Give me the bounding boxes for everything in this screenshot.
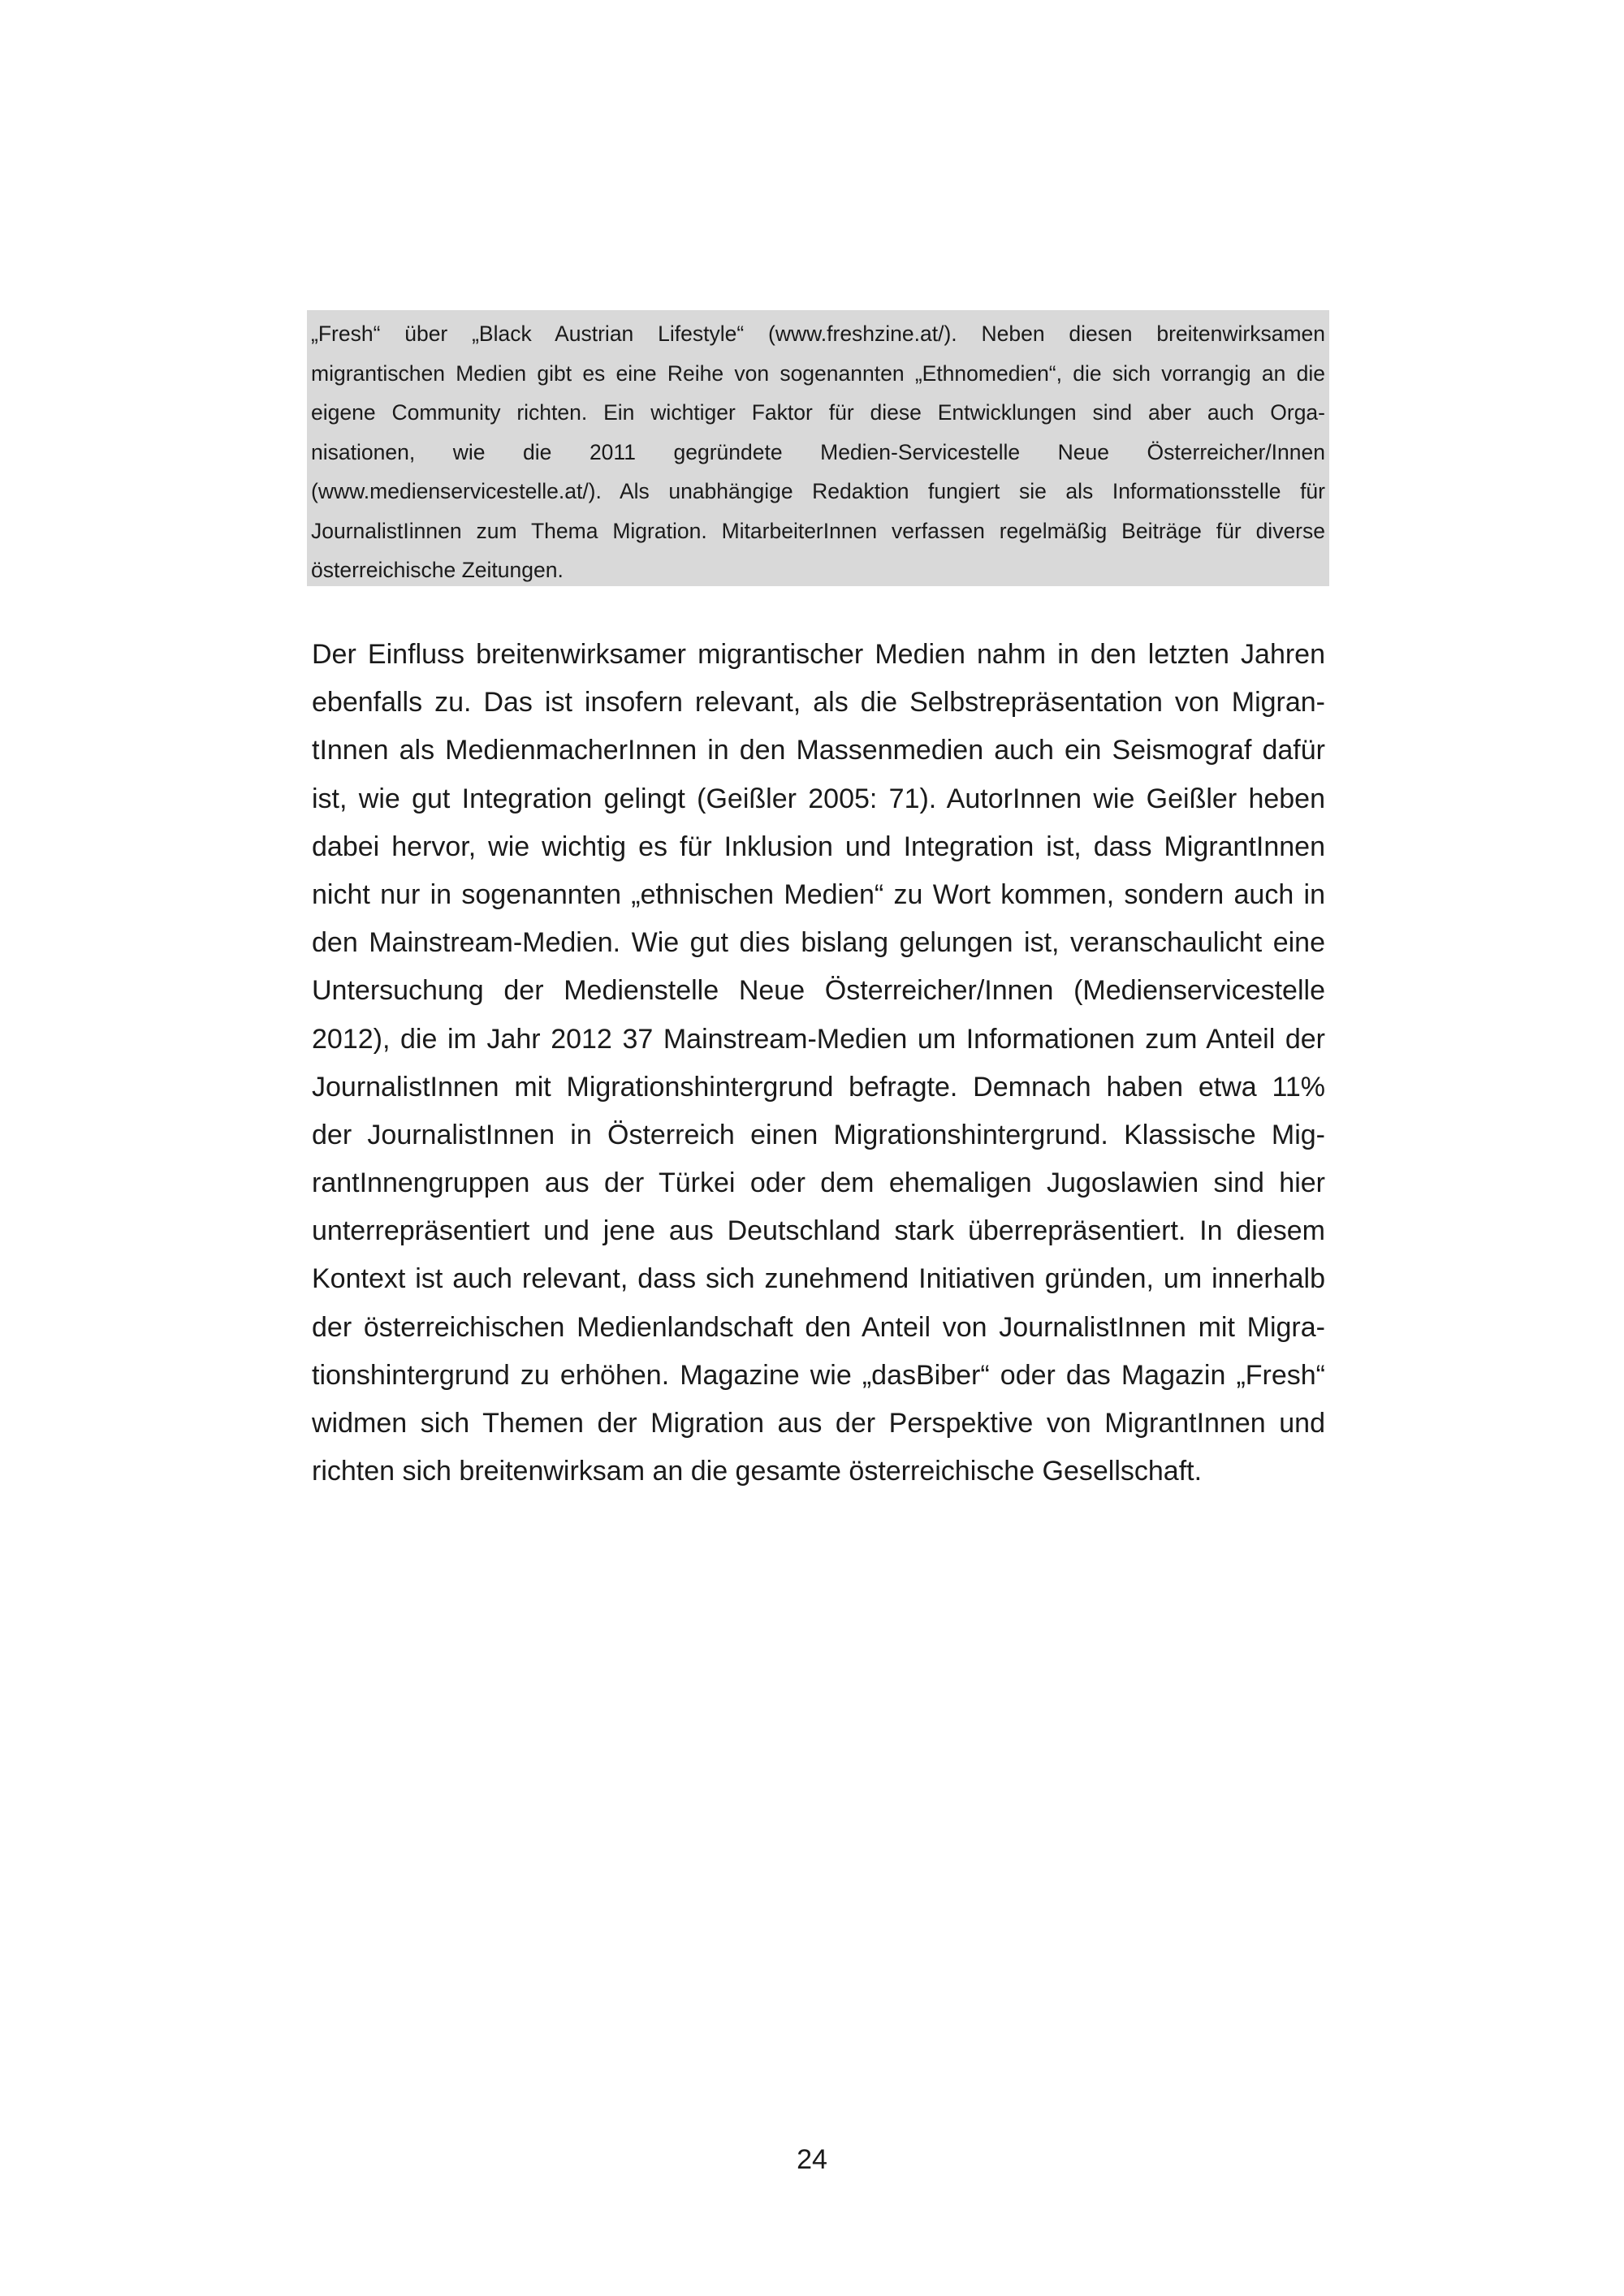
body-paragraph: [312, 631, 1325, 1495]
paragraph-line: dabei hervor, wie wichtig es für Inklusion und Integration ist, dass MigrantInnen: [312, 831, 1325, 862]
box-line: „Fresh“ über „Black Austrian Lifestyle“ (www.freshzine.at/). Neben diesen breitenwirksamen: [311, 322, 1325, 346]
paragraph-line: tInnen als MedienmacherInnen in den Massenmedien auch ein Seismograf dafür: [312, 735, 1325, 766]
page-number: 24: [797, 2144, 827, 2175]
paragraph-line: rantInnengruppen aus der Türkei oder dem ehemaligen Jugoslawien sind hier: [312, 1167, 1325, 1199]
paragraph-line: ebenfalls zu. Das ist insofern relevant, als die Selbstrepräsentation von Migran-: [312, 687, 1325, 719]
paragraph-line: tionshintergrund zu erhöhen. Magazine wie „dasBiber“ oder das Magazin „Fresh“: [312, 1359, 1325, 1391]
paragraph-line: der österreichischen Medienlandschaft den Anteil von JournalistInnen mit Migra-: [312, 1311, 1325, 1343]
box-line: österreichische Zeitungen.: [311, 558, 564, 582]
paragraph-line: Der Einfluss breitenwirksamer migrantischer Medien nahm in den letzten Jahren: [312, 639, 1325, 670]
paragraph-line: ist, wie gut Integration gelingt (Geißler 2005: 71). AutorInnen wie Geißler heben: [312, 783, 1325, 814]
box-line: JournalistIinnen zum Thema Migration. MitarbeiterInnen verfassen regelmäßig Beiträge für diverse: [311, 518, 1325, 543]
paragraph-line: nicht nur in sogenannten „ethnischen Medien“ zu Wort kommen, sondern auch in: [312, 878, 1325, 910]
box-line: migrantischen Medien gibt es eine Reihe von sogenannten „Ethnomedien“, die sich vorrangig an die: [311, 360, 1325, 386]
box-line: nisationen, wie die 2011 gegründete Medien-Servicestelle Neue Österreicher/Innen: [311, 439, 1325, 464]
paragraph-line: unterrepräsentiert und jene aus Deutschland stark überrepräsentiert. In diesem: [312, 1215, 1325, 1247]
box-line: (www.medienservicestelle.at/). Als unabhängige Redaktion fungiert sie als Informationsstelle für: [311, 479, 1325, 503]
paragraph-line: widmen sich Themen der Migration aus der Perspektive von MigrantInnen und: [312, 1408, 1325, 1439]
paragraph-line: richten sich breitenwirksam an die gesamte österreichische Gesellschaft.: [312, 1456, 1203, 1487]
paragraph-line: den Mainstream-Medien. Wie gut dies bislang gelungen ist, veranschaulicht eine: [312, 927, 1325, 959]
paragraph-line: Untersuchung der Medienstelle Neue Österreicher/Innen (Medienservicestelle: [312, 975, 1325, 1007]
paragraph-line: Kontext ist auch relevant, dass sich zunehmend Initiativen gründen, um innerhalb: [312, 1263, 1325, 1295]
paragraph-line: 2012), die im Jahr 2012 37 Mainstream-Medien um Informationen zum Anteil der: [312, 1023, 1325, 1055]
highlighted-text-box: [307, 310, 1329, 586]
paragraph-line: JournalistInnen mit Migrationshintergrund befragte. Demnach haben etwa 11%: [312, 1071, 1325, 1103]
paragraph-line: der JournalistInnen in Österreich einen Migrationshintergrund. Klassische Mig-: [312, 1119, 1325, 1150]
box-line: eigene Community richten. Ein wichtiger Faktor für diese Entwicklungen sind aber auch Orga-: [311, 400, 1325, 425]
